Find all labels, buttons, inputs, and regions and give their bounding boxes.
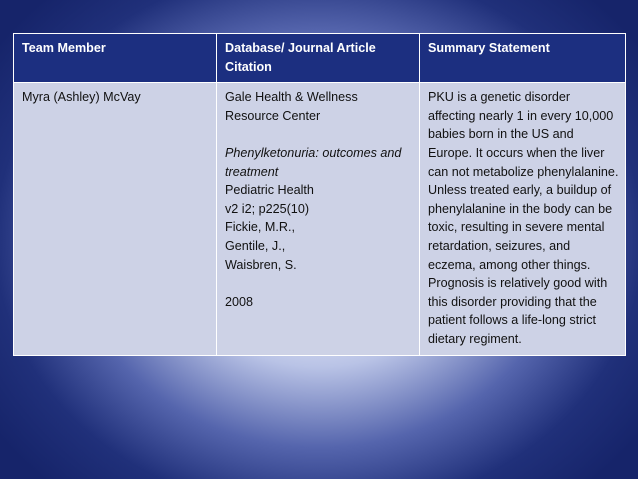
table-header (14, 34, 626, 83)
citation-author: Fickie, M.R., (225, 220, 295, 235)
citation-author: Waisbren, S. (225, 257, 297, 272)
citation-cell (217, 83, 420, 355)
team-member-cell: Myra (Ashley) McVay (14, 83, 217, 355)
citation-year: 2008 (225, 294, 254, 309)
citation-journal: Pediatric Health (225, 183, 314, 198)
citation-volume-issue: v2 i2; p225(10) (225, 201, 310, 216)
citation-database: Gale Health & Wellness Resource Center (225, 90, 358, 123)
table-body (14, 83, 626, 355)
citation-spacer (225, 125, 413, 144)
header-row (14, 34, 626, 83)
citation-author: Gentile, J., (225, 238, 286, 253)
header-team-member: Team Member (14, 34, 217, 83)
research-table (13, 33, 626, 356)
header-summary: Summary Statement (420, 34, 626, 83)
citation-spacer (225, 274, 413, 293)
table-row (14, 83, 626, 355)
summary-cell: PKU is a genetic disorder affecting nearly 1 in every 10,000 babies born in the US and Europe. It occurs when the liver can not metabolize phenylalanine. Unless treated early, a buildup of phenylalanine in the body can be toxic, resulting in severe mental retardation, seizures, and eczema, among other things. Prognosis is relatively good with this disorder providing that the patient follows a life-long strict dietary regiment. (420, 83, 626, 355)
header-citation: Database/ Journal Article Citation (217, 34, 420, 83)
citation-article-title: Phenylketonuria: outcomes and treatment (225, 145, 402, 179)
